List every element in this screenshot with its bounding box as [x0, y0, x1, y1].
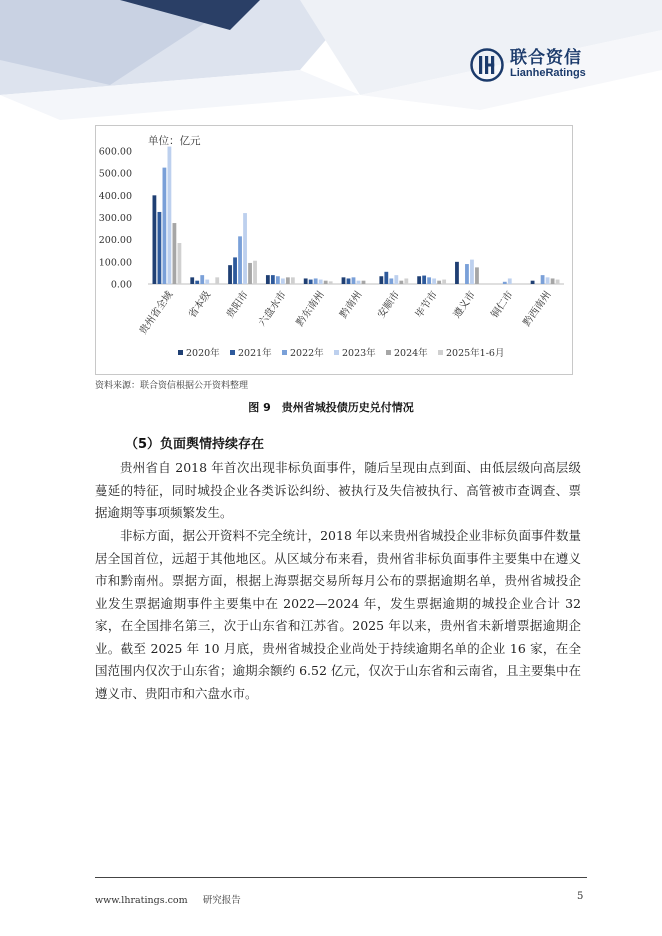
- bar: [546, 277, 550, 284]
- bar: [304, 278, 308, 284]
- bar: [389, 278, 393, 284]
- bar: [163, 168, 167, 284]
- y-tick-label: 600.00: [98, 146, 132, 158]
- bar: [422, 276, 426, 284]
- bar: [319, 280, 323, 284]
- legend-swatch: [334, 350, 339, 355]
- bar: [399, 281, 403, 284]
- brand-logo: [470, 48, 586, 82]
- bar: [541, 275, 545, 284]
- bar: [352, 277, 356, 284]
- bar: [432, 278, 436, 284]
- brand-name-cn: 联合资信: [510, 48, 582, 69]
- bar: [286, 277, 290, 284]
- chart-unit-label: 单位：亿元: [148, 135, 201, 147]
- bar: [324, 281, 328, 284]
- bar: [362, 281, 366, 284]
- x-category-label: 六盘水市: [256, 289, 289, 329]
- source-note: 资料来源：联合资信根据公开资料整理: [95, 381, 249, 391]
- x-category-label: 遵义市: [451, 289, 478, 321]
- bar: [253, 261, 257, 284]
- x-category-label: 毕节市: [413, 289, 441, 321]
- bar: [205, 280, 209, 284]
- x-category-label: 贵州省全域: [137, 289, 176, 337]
- bar: [248, 263, 252, 284]
- legend-label: 2024年: [394, 348, 428, 359]
- bond-redemption-chart: [96, 126, 572, 374]
- bar: [404, 278, 408, 284]
- bar: [427, 277, 431, 284]
- footer-left: [95, 892, 241, 906]
- bar: [153, 195, 157, 284]
- bar: [508, 278, 512, 284]
- y-tick-label: 100.00: [98, 257, 132, 269]
- bar: [417, 276, 421, 284]
- bar: [347, 278, 351, 284]
- x-category-label: 安顺市: [376, 289, 403, 321]
- x-category-label: 铜仁市: [489, 289, 516, 321]
- page-number: 5: [577, 891, 584, 902]
- bar: [342, 277, 346, 284]
- legend-swatch: [438, 350, 443, 355]
- bar: [233, 257, 237, 284]
- lianhe-logo-icon: [470, 48, 504, 82]
- figure-caption: 图 9 贵州省城投债历史兑付情况: [248, 401, 414, 414]
- bar: [281, 278, 285, 284]
- paragraph: 非标方面，据公开资料不完全统计，2018 年以来贵州省城投企业非标负面事件数量居全国首位，远超于其他地区。从区域分布来看，贵州省非标负面事件主要集中在遵义市和黔南州。票据方面，根据上海票据交易所每月公布的票据逾期名单，贵州省城投企业发生票据逾期事件主要集中在 2022—2024 年，发生票据逾期的城投企业合计 32 家，在全国排名第三，次于山东省和江苏省。2025 年以来，贵州省未新增票据逾期企业。截至 2025 年 10 月底，贵州省城投企业尚处于持续逾期名单的企业 16 家，在全国范围内仅次于山东省；逾期余额约 6.52 亿元，仅次于山东省和云南省，且主要集中在遵义市、贵阳市和六盘水市。: [95, 528, 581, 701]
- footer-website: www.lhratings.com: [95, 895, 188, 906]
- bar: [168, 147, 172, 284]
- bar: [238, 236, 242, 284]
- chart-container: [95, 125, 573, 375]
- bar: [178, 243, 182, 284]
- footer-divider: [95, 877, 587, 878]
- y-tick-label: 300.00: [98, 213, 132, 224]
- footer-report-type: 研究报告: [202, 895, 241, 906]
- legend-label: 2020年: [186, 348, 220, 359]
- bar: [556, 280, 560, 284]
- legend-swatch: [178, 350, 183, 355]
- bar: [314, 278, 318, 284]
- y-tick-label: 0.00: [110, 279, 132, 291]
- legend-label: 2021年: [238, 348, 272, 359]
- bar: [228, 265, 232, 284]
- bar: [531, 281, 535, 284]
- bar: [357, 281, 361, 284]
- brand-name-en: LianheRatings: [510, 67, 586, 80]
- legend-label: 2023年: [342, 348, 376, 359]
- bar: [384, 272, 388, 284]
- y-tick-label: 500.00: [98, 168, 132, 180]
- bar: [276, 276, 280, 284]
- bar: [465, 264, 469, 284]
- bar: [215, 277, 219, 284]
- paragraph: 贵州省自 2018 年首次出现非标负面事件，随后呈现由点到面、由低层级向高层级蔓延的特征，同时城投企业各类诉讼纠纷、被执行及失信被执行、高管被市查调查、票据逾期等事项频繁发生。: [95, 460, 581, 520]
- bar: [173, 223, 177, 284]
- bar: [243, 213, 247, 284]
- bar: [266, 275, 270, 284]
- legend-swatch: [282, 350, 287, 355]
- bar: [503, 282, 507, 284]
- bar: [271, 275, 275, 284]
- bar: [394, 275, 398, 284]
- legend-label: 2025年1-6月: [446, 348, 505, 359]
- bar: [195, 281, 199, 284]
- legend-label: 2022年: [290, 348, 324, 359]
- bar: [200, 275, 204, 284]
- bar: [158, 212, 162, 284]
- y-tick-label: 400.00: [98, 190, 132, 202]
- bar: [475, 267, 479, 284]
- bar: [291, 277, 295, 284]
- bar: [379, 276, 383, 284]
- x-category-label: 黔东南州: [294, 289, 327, 329]
- bar: [442, 280, 446, 284]
- x-category-label: 黔南州: [338, 289, 365, 321]
- bar: [190, 277, 194, 284]
- bar: [470, 260, 474, 284]
- legend-swatch: [386, 350, 391, 355]
- y-tick-label: 200.00: [98, 235, 132, 247]
- x-category-label: 省本级: [186, 289, 214, 321]
- bar: [551, 278, 555, 284]
- bar: [455, 262, 459, 284]
- x-category-label: 黔西南州: [521, 289, 554, 329]
- bar: [437, 281, 441, 284]
- bar: [329, 281, 333, 284]
- legend-swatch: [230, 350, 235, 355]
- x-category-label: 贵阳市: [224, 289, 252, 321]
- section-heading: （5）负面舆情持续存在: [125, 437, 265, 452]
- bar: [309, 280, 313, 284]
